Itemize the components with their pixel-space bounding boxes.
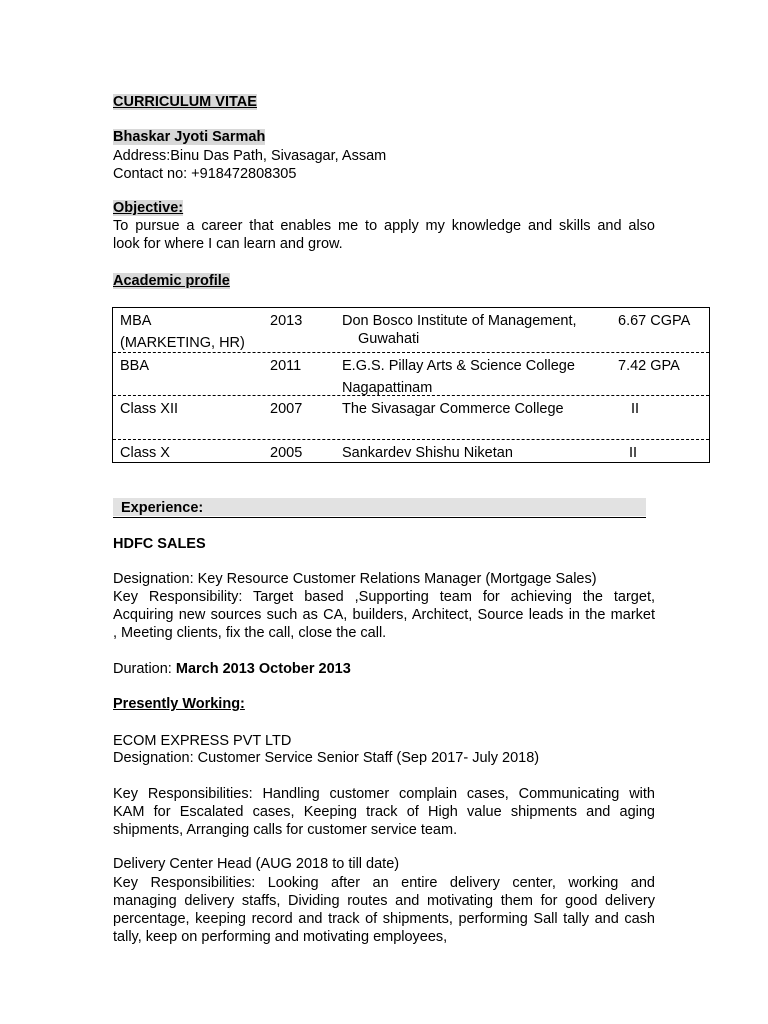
candidate-name-text: Bhaskar Jyoti Sarmah	[113, 129, 266, 145]
score-cell: 7.42 GPA	[618, 358, 680, 374]
objective-heading	[113, 199, 183, 217]
cv-title	[113, 93, 257, 111]
responsibility-line: shipments, Arranging calls for customer service team.	[113, 822, 458, 838]
responsibility-line: Key Responsibilities: Looking after an entire delivery center, working and	[113, 875, 655, 891]
score-cell: 6.67 CGPA	[618, 313, 691, 329]
ecom-designation: Designation: Customer Service Senior Staff (Sep 2017- July 2018)	[113, 750, 540, 766]
hdfc-designation: Designation: Key Resource Customer Relations Manager (Mortgage Sales)	[113, 571, 597, 587]
institute-cell: Sankardev Shishu Niketan	[342, 445, 513, 461]
responsibility-line: tally, keep on performing and motivating employees,	[113, 929, 448, 945]
degree-text: (MARKETING, HR)	[120, 335, 245, 351]
duration-value: March 2013 October 2013	[175, 661, 351, 677]
address-line: Address:Binu Das Path, Sivasagar, Assam	[113, 148, 387, 164]
table-row	[113, 439, 709, 463]
institute-text: Guwahati	[358, 331, 420, 347]
institute-text: Don Bosco Institute of Management,	[342, 313, 577, 329]
responsibility-line: , Meeting clients, fix the call, close the call.	[113, 625, 387, 641]
degree-cell: BBA	[120, 358, 150, 374]
present-heading: Presently Working:	[113, 696, 245, 712]
objective-heading-text: Objective:	[113, 200, 184, 216]
cv-title-text: CURRICULUM VITAE	[113, 94, 257, 110]
institute-text: Nagapattinam	[342, 380, 433, 396]
hdfc-duration	[113, 660, 351, 678]
contact-line: Contact no: +918472808305	[113, 166, 297, 182]
objective-line: To pursue a career that enables me to apply my knowledge and skills and also	[113, 218, 655, 234]
responsibility-line: percentage, keeping record and track of shipments, performing Sall tally and cash	[113, 911, 655, 927]
responsibility-line: managing delivery staffs, Dividing routes and motivating them for good delivery	[113, 893, 655, 909]
objective-line: look for where I can learn and grow.	[113, 236, 343, 252]
academic-table	[112, 307, 710, 463]
responsibility-line: Key Responsibility: Target based ,Supporting team for achieving the target,	[113, 589, 655, 605]
degree-cell: Class XII	[120, 401, 179, 417]
experience-heading-bar	[113, 498, 646, 518]
ecom-responsibility	[113, 785, 655, 839]
delivery-responsibility	[113, 874, 655, 946]
hdfc-responsibility	[113, 588, 655, 642]
ecom-company: ECOM EXPRESS PVT LTD	[113, 733, 292, 749]
table-row	[113, 352, 709, 396]
year-cell: 2007	[270, 401, 303, 417]
institute-cell	[342, 312, 592, 348]
score-cell: II	[631, 401, 640, 417]
degree-cell: Class X	[120, 445, 170, 461]
responsibility-line: Key Responsibilities: Handling customer complain cases, Communicating with	[113, 786, 655, 802]
academic-heading-text: Academic profile	[113, 273, 230, 289]
responsibility-line: KAM for Escalated cases, Keeping track of High value shipments and aging	[113, 804, 655, 820]
delivery-role: Delivery Center Head (AUG 2018 to till date)	[113, 856, 400, 872]
duration-label: Duration:	[113, 661, 176, 677]
responsibility-line: Acquiring new sources such as CA, builders, Architect, Source leads in the market	[113, 607, 655, 623]
hdfc-company: HDFC SALES	[113, 536, 206, 552]
academic-heading	[113, 272, 230, 290]
institute-cell: The Sivasagar Commerce College	[342, 401, 564, 417]
degree-cell	[120, 312, 260, 352]
institute-cell	[342, 357, 592, 397]
year-cell: 2011	[270, 358, 302, 374]
degree-text: MBA	[120, 313, 152, 329]
score-cell: II	[629, 445, 638, 461]
table-row	[113, 395, 709, 440]
institute-text: E.G.S. Pillay Arts & Science College	[342, 358, 575, 374]
candidate-name	[113, 128, 265, 146]
year-cell: 2005	[270, 445, 303, 461]
objective-text	[113, 217, 655, 253]
year-cell: 2013	[270, 313, 303, 329]
table-row	[113, 308, 709, 352]
experience-heading: Experience:	[121, 500, 204, 516]
